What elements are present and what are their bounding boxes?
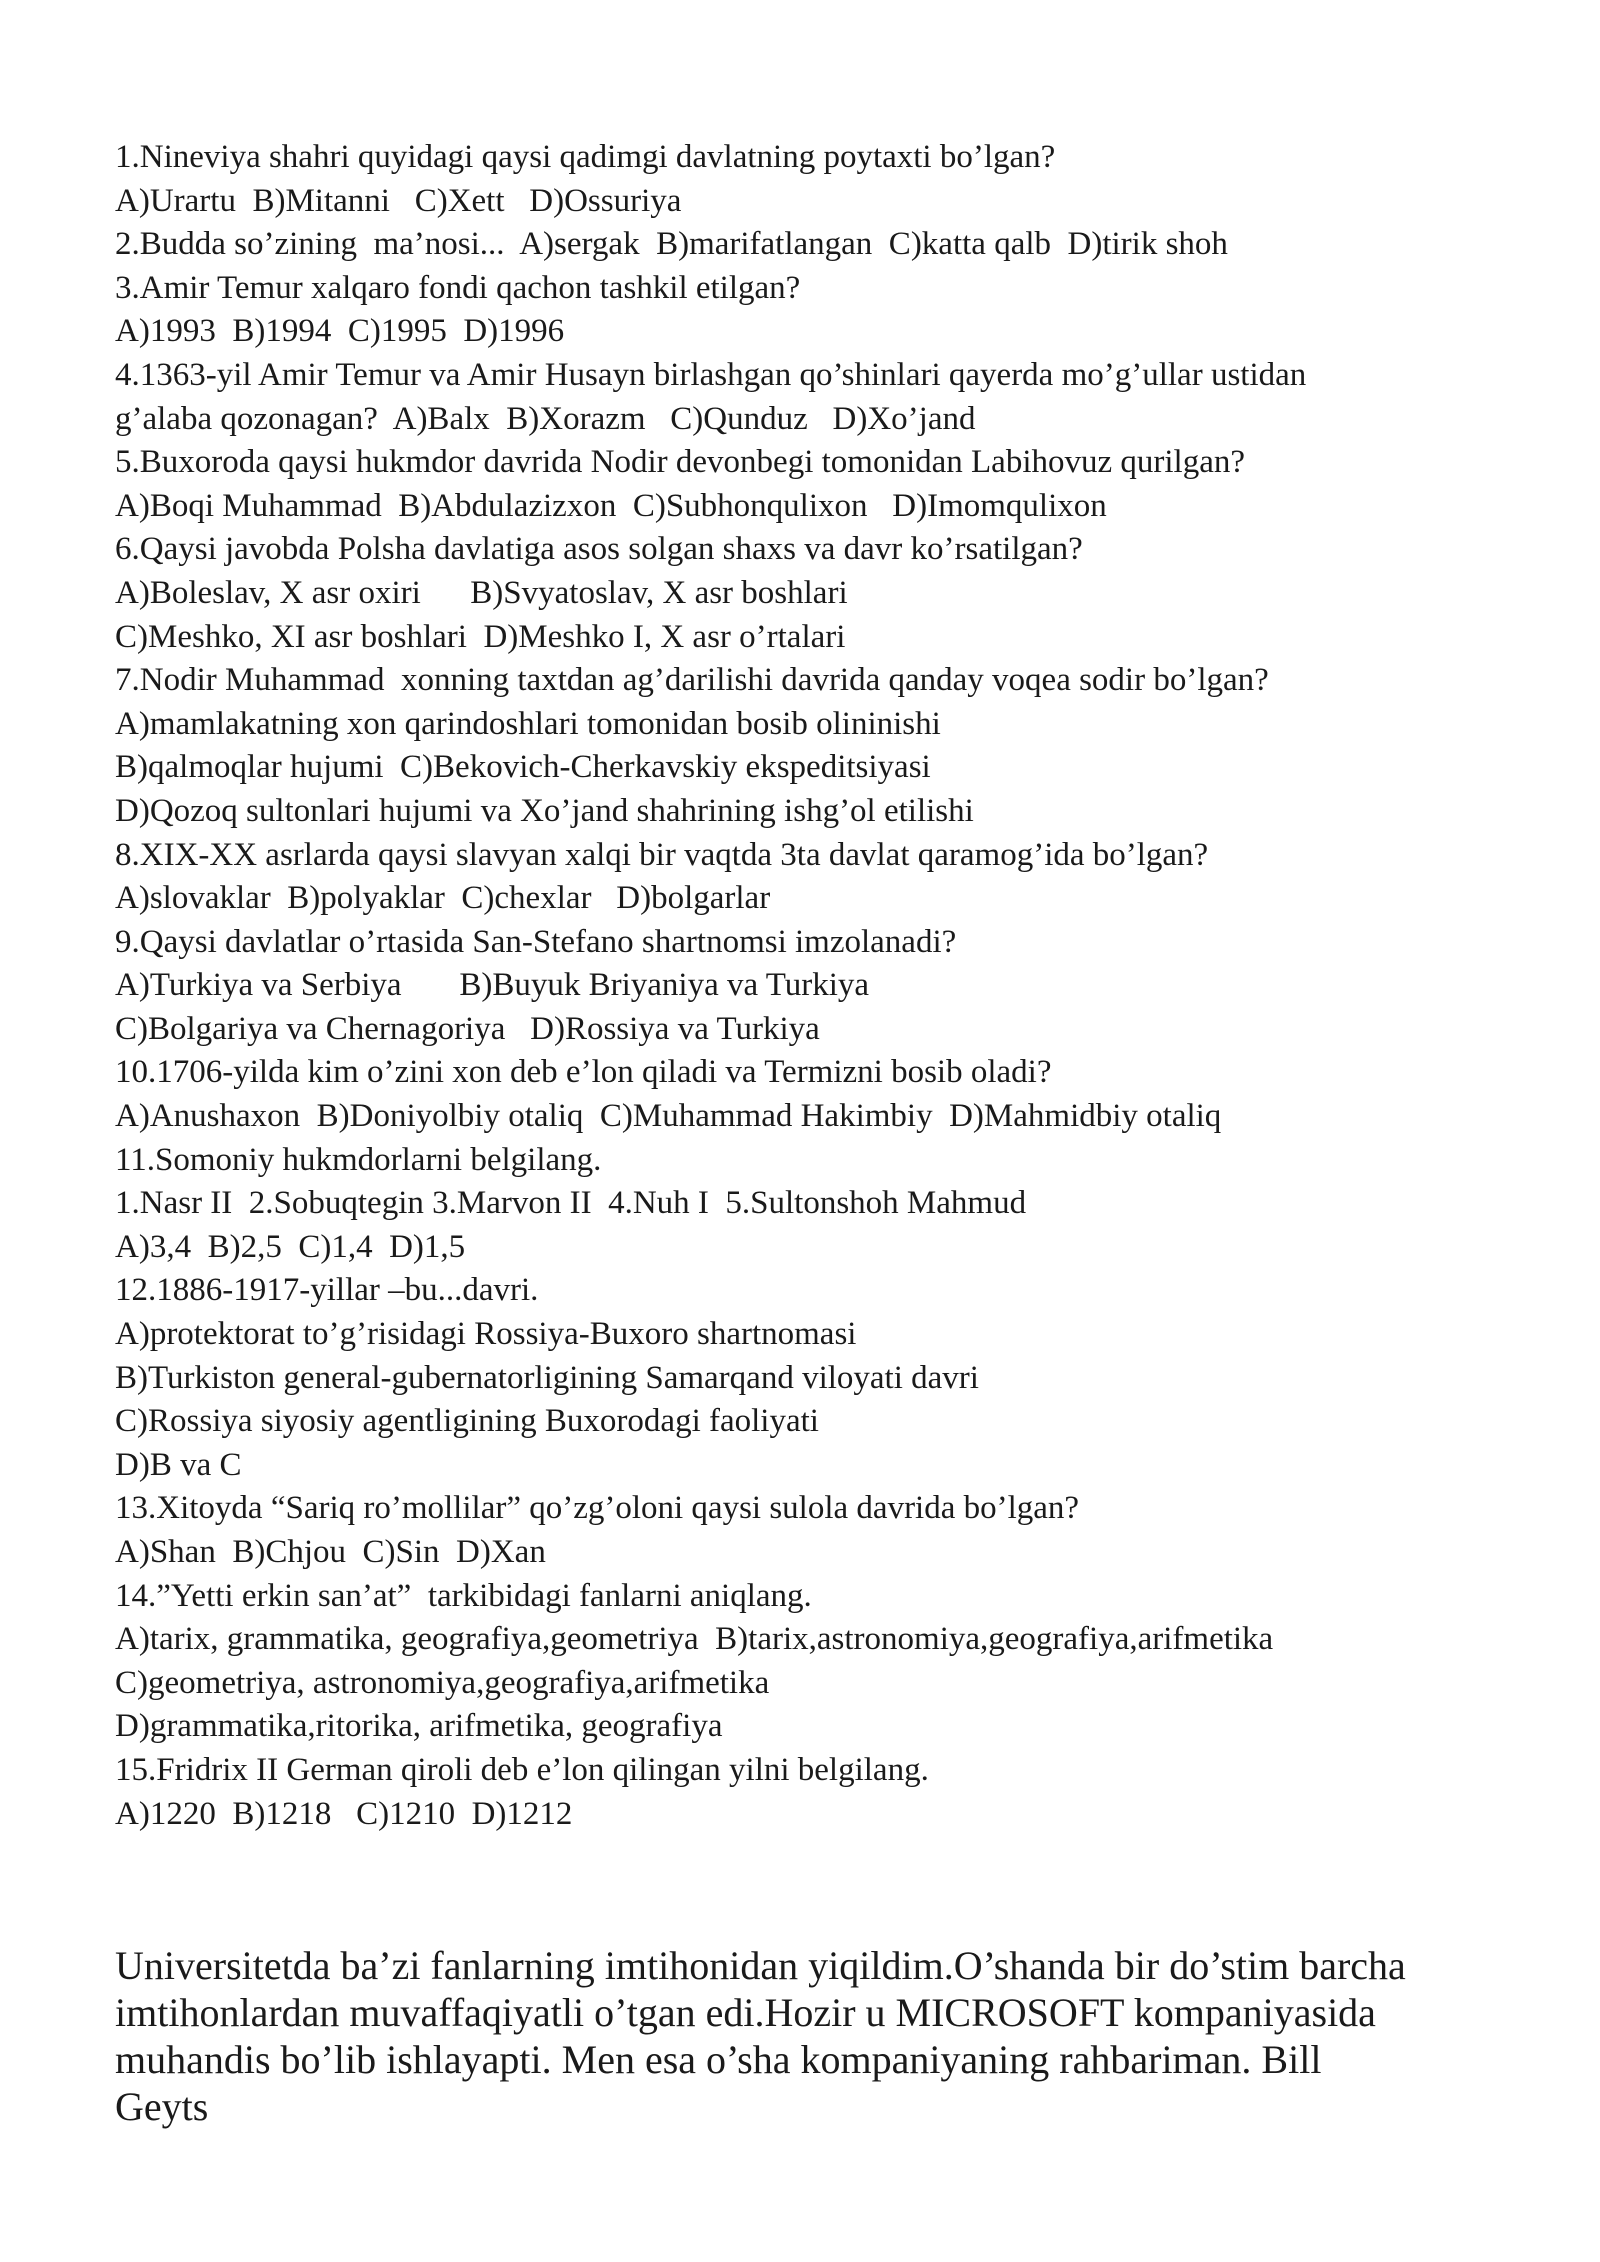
text-line: A)Turkiya va Serbiya B)Buyuk Briyaniya va Turkiya <box>115 967 870 1004</box>
text-line: 7.Nodir Muhammad xonning taxtdan ag’darilishi davrida qanday voqea sodir bo’lgan? <box>115 662 1269 699</box>
text-line: C)Meshko, XI asr boshlari D)Meshko I, X asr o’rtalari <box>115 618 846 655</box>
text-line: A)protektorat to’g’risidagi Rossiya-Buxoro shartnomasi <box>115 1316 857 1353</box>
text-line: A)Anushaxon B)Doniyolbiy otaliq C)Muhammad Hakimbiy D)Mahmidbiy otaliq <box>115 1098 1222 1135</box>
text-line: B)qalmoqlar hujumi C)Bekovich-Cherkavskiy ekspeditsiyasi <box>115 749 931 786</box>
text-line: B)Turkiston general-gubernatorligining Samarqand viloyati davri <box>115 1359 979 1396</box>
text-line: 11.Somoniy hukmdorlarni belgilang. <box>115 1141 602 1178</box>
text-line: C)Bolgariya va Chernagoriya D)Rossiya va Turkiya <box>115 1010 820 1047</box>
text-line: C)Rossiya siyosiy agentligining Buxorodagi faoliyati <box>115 1403 819 1440</box>
text-line: 8.XIX-XX asrlarda qaysi slavyan xalqi bir vaqtda 3ta davlat qaramog’ida bo’lgan? <box>115 836 1209 873</box>
quote-paragraph: Universitetda ba’zi fanlarning imtihonidan yiqildim.O’shanda bir do’stim barcha imtihonlardan muvaffaqiyatli o’tgan edi.Hozir u MICROSOFT kompaniyasida muhandis bo’lib ishlayapti. Men esa o’sha kompaniyaning rahbariman. Bill Geyts <box>115 1943 1406 2130</box>
text-line: 13.Xitoyda “Sariq ro’mollilar” qo’zg’oloni qaysi sulola davrida bo’lgan? <box>115 1490 1080 1527</box>
quiz-questions <box>115 136 1535 1836</box>
text-line: 4.1363-yil Amir Temur va Amir Husayn birlashgan qo’shinlari qayerda mo’g’ullar ustidan <box>115 356 1307 393</box>
text-line: 3.Amir Temur xalqaro fondi qachon tashkil etilgan? <box>115 269 801 306</box>
text-line: A)Boleslav, X asr oxiri B)Svyatoslav, X asr boshlari <box>115 574 848 611</box>
text-line: 6.Qaysi javobda Polsha davlatiga asos solgan shaxs va davr ko’rsatilgan? <box>115 531 1083 568</box>
text-line: D)grammatika,ritorika, arifmetika, geografiya <box>115 1708 723 1745</box>
text-line: A)slovaklar B)polyaklar C)chexlar D)bolgarlar <box>115 880 771 917</box>
text-line: 1.Nasr II 2.Sobuqtegin 3.Marvon II 4.Nuh I 5.Sultonshoh Mahmud <box>115 1185 1027 1222</box>
document-page <box>115 136 1535 2130</box>
text-line: A)1993 B)1994 C)1995 D)1996 <box>115 313 565 350</box>
text-line: D)B va C <box>115 1446 242 1483</box>
text-line: A)mamlakatning xon qarindoshlari tomonidan bosib olininishi <box>115 705 941 742</box>
text-line: A)1220 B)1218 C)1210 D)1212 <box>115 1795 573 1832</box>
text-line: A)3,4 B)2,5 C)1,4 D)1,5 <box>115 1228 466 1265</box>
text-line: 1.Nineviya shahri quyidagi qaysi qadimgi davlatning poytaxti bo’lgan? <box>115 139 1056 175</box>
text-line: C)geometriya, astronomiya,geografiya,arifmetika <box>115 1664 770 1701</box>
text-line: A)Boqi Muhammad B)Abdulazizxon C)Subhonqulixon D)Imomqulixon <box>115 487 1107 524</box>
text-line: 10.1706-yilda kim o’zini xon deb e’lon qiladi va Termizni bosib oladi? <box>115 1054 1052 1091</box>
text-line: 12.1886-1917-yillar –bu...davri. <box>115 1272 539 1309</box>
text-line: D)Qozoq sultonlari hujumi va Xo’jand shahrining ishg’ol etilishi <box>115 792 974 829</box>
text-line: g’alaba qozonagan? A)Balx B)Xorazm C)Qunduz D)Xo’jand <box>115 400 976 437</box>
text-line: A)Shan B)Chjou C)Sin D)Xan <box>115 1534 546 1570</box>
text-line: 5.Buxoroda qaysi hukmdor davrida Nodir devonbegi tomonidan Labihovuz qurilgan? <box>115 444 1246 481</box>
text-line: 2.Budda so’zining ma’nosi... A)sergak B)marifatlangan C)katta qalb D)tirik shoh <box>115 226 1228 263</box>
text-line: 15.Fridrix II German qiroli deb e’lon qilingan yilni belgilang. <box>115 1751 929 1788</box>
text-line: 14.”Yetti erkin san’at” tarkibidagi fanlarni aniqlang. <box>115 1577 812 1614</box>
text-line: A)tarix, grammatika, geografiya,geometriya B)tarix,astronomiya,geografiya,arifmetika <box>115 1621 1274 1658</box>
text-line: A)Urartu B)Mitanni C)Xett D)Ossuriya <box>115 182 682 219</box>
text-line: 9.Qaysi davlatlar o’rtasida San-Stefano shartnomsi imzolanadi? <box>115 923 957 960</box>
